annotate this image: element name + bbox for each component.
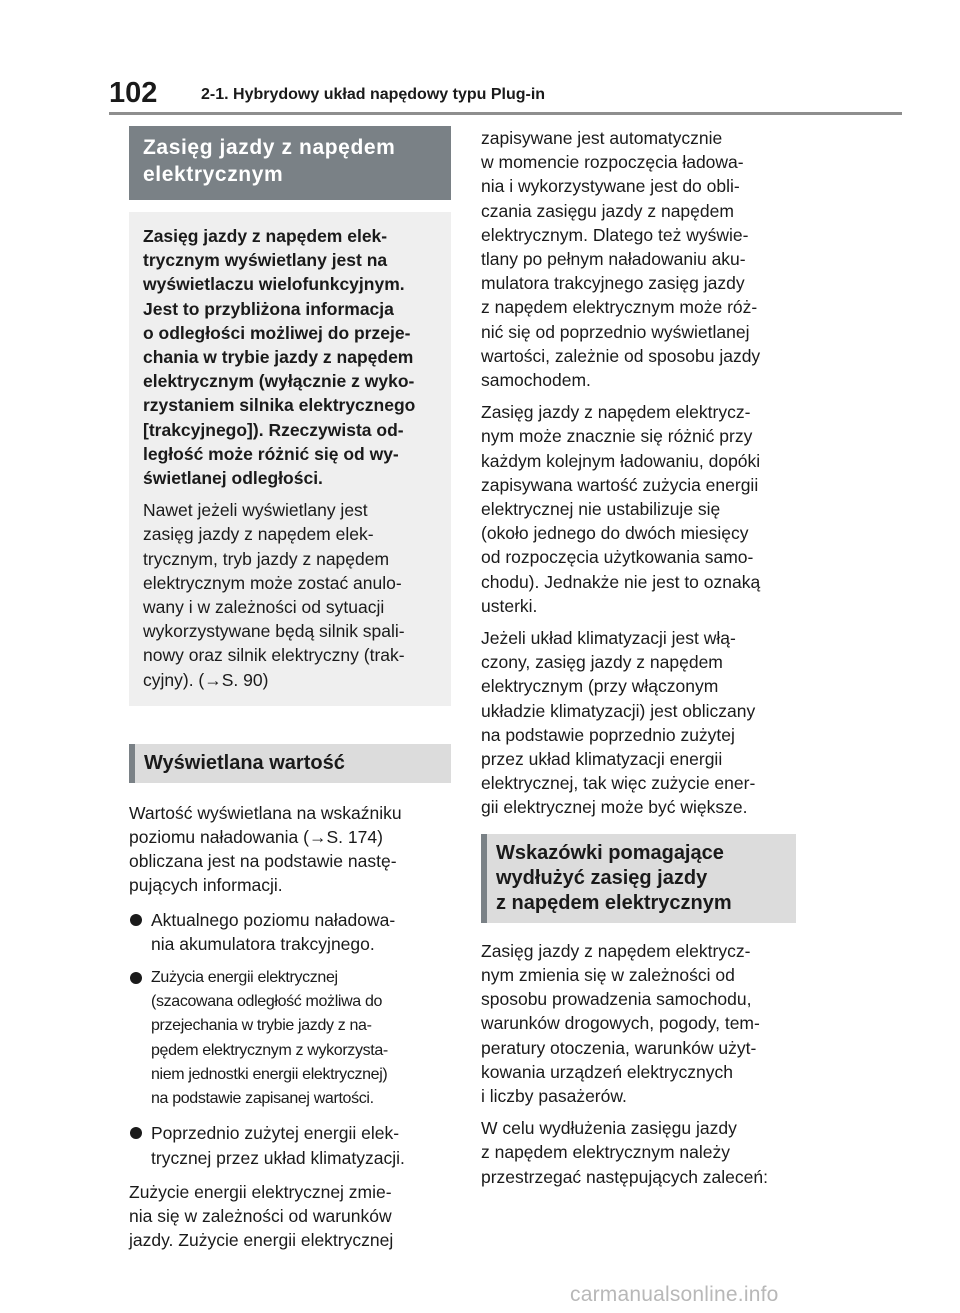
text-line: wykorzystywane będą silnik spali-	[143, 621, 405, 642]
text-line: chodu). Jednakże nie jest to oznaką	[481, 571, 761, 592]
text-line: elektrycznej nie ustabilizuje się	[481, 499, 721, 520]
text-line: mulatora trakcyjnego zasięg jazdy	[481, 273, 745, 294]
text-line: nym może znacznie się różnić przy	[481, 426, 753, 447]
text-line: zapisywana wartość zużycia energii	[481, 474, 759, 495]
text-line: Aktualnego poziomu naładowa-	[151, 909, 396, 930]
text-line: Nawet jeżeli wyświetlany jest	[143, 500, 368, 521]
text-line: nowy oraz silnik elektryczny (trak-	[143, 645, 405, 666]
text-line: o odległości możliwej do przeje-	[143, 322, 411, 343]
bullet-icon	[130, 972, 142, 984]
heading-line: Zasięg jazdy z napędem	[143, 136, 396, 159]
text-line: Zużycia energii elektrycznej	[151, 969, 338, 987]
text-line: cyjny). (→S. 90)	[143, 669, 269, 690]
text-line: Zasięg jazdy z napędem elek-	[143, 226, 388, 246]
text-line: nia akumulatora trakcyjnego.	[151, 933, 375, 954]
info-box	[129, 212, 451, 706]
bullet-icon	[130, 1127, 142, 1139]
text-line: peratury otoczenia, warunków użyt-	[481, 1037, 757, 1058]
heading-electric-range	[129, 126, 451, 200]
text-line: zasięg jazdy z napędem elek-	[143, 524, 374, 545]
text-line: elektrycznym. Dlatego też wyświe-	[481, 224, 749, 245]
text-line: trycznym wyświetlany jest na	[143, 250, 388, 271]
heading-line: z napędem elektrycznym	[496, 891, 732, 914]
text-line: przejechania w trybie jazdy z na-	[151, 1017, 372, 1035]
outro-paragraph	[129, 1180, 451, 1253]
text-line: świetlanej odległości.	[143, 468, 323, 489]
right-column	[481, 126, 803, 1197]
text-line: Poprzednio zużytej energii elek-	[151, 1123, 400, 1144]
paragraph-3	[481, 626, 803, 820]
left-column	[129, 126, 451, 1260]
page-number: 102	[109, 77, 158, 109]
text-line: tlany po pełnym naładowaniu aku-	[481, 249, 746, 270]
text-line: ległość może różnić się od wy-	[143, 443, 399, 464]
bullet-icon	[130, 914, 142, 926]
text-line: nym zmienia się w zależności od	[481, 964, 735, 985]
text-line: z napędem elektrycznym może róż-	[481, 297, 758, 318]
text-line: wyświetlaczu wielofunkcyjnym.	[143, 274, 405, 295]
text-line: trycznym, tryb jazdy z napędem	[143, 548, 390, 569]
header-rule	[109, 112, 902, 115]
heading-line: elektrycznym	[143, 163, 284, 186]
list-item	[129, 1121, 451, 1169]
text-line: układzie klimatyzacji) jest obliczany	[481, 700, 756, 721]
text-line: wany i w zależności od sytuacji	[143, 597, 385, 618]
list-item	[129, 908, 451, 956]
heading-line: wydłużyć zasięg jazdy	[496, 866, 708, 889]
text-line: warunków drogowych, pogody, tem-	[481, 1013, 760, 1034]
text-line: z napędem elektrycznym należy	[481, 1142, 730, 1163]
text-line: czania zasięgu jazdy z napędem	[481, 200, 734, 221]
text-line: elektrycznym (przy włączonym	[481, 676, 719, 697]
text-line: elektrycznym (wyłącznie z wyko-	[143, 371, 415, 392]
paragraph-1	[481, 126, 803, 392]
text-line: (około jednego do dwóch miesięcy	[481, 523, 749, 544]
intro-paragraph	[129, 801, 451, 898]
text-line: jazdy. Zużycie energii elektrycznej	[129, 1230, 394, 1251]
text-line: wartości, zależnie od sposobu jazdy	[481, 345, 761, 366]
text-line: i liczby pasażerów.	[481, 1085, 627, 1106]
text-line: czony, zasięg jazdy z napędem	[481, 652, 723, 673]
text-line: W celu wydłużenia zasięgu jazdy	[481, 1118, 737, 1139]
text-line: elektrycznym może zostać anulo-	[143, 572, 402, 593]
text-line: Jeżeli układ klimatyzacji jest włą-	[481, 628, 736, 649]
text-line: gii elektrycznej może być większe.	[481, 797, 748, 818]
text-line: każdym kolejnym ładowaniu, dopóki	[481, 450, 761, 471]
heading-range-tips	[481, 834, 796, 923]
text-line: pędem elektrycznym z wykorzysta-	[151, 1041, 388, 1059]
text-line: nia i wykorzystywane jest do obli-	[481, 176, 740, 197]
paragraph-2	[481, 400, 803, 618]
text-line: Wartość wyświetlana na wskaźniku	[129, 802, 402, 823]
text-line: poziomu naładowania (→S. 174)	[129, 827, 383, 848]
text-line: kowania urządzeń elektrycznych	[481, 1061, 733, 1082]
text-line: sposobu prowadzenia samochodu,	[481, 989, 752, 1010]
text-line: przestrzegać następujących zaleceń:	[481, 1166, 768, 1187]
info-box-text	[143, 498, 439, 692]
text-line: Zasięg jazdy z napędem elektrycz-	[481, 940, 751, 961]
text-line: rzystaniem silnika elektrycznego	[143, 395, 416, 416]
info-box-bold-text	[143, 224, 439, 490]
paragraph-4	[481, 939, 803, 1108]
text-line: na podstawie poprzednio zużytej	[481, 724, 735, 745]
watermark: carmanualsonline.info	[570, 1283, 779, 1306]
text-line: trycznej przez układ klimatyzacji.	[151, 1147, 405, 1168]
text-line: Zasięg jazdy z napędem elektrycz-	[481, 402, 751, 423]
text-line: usterki.	[481, 595, 538, 616]
text-line: elektrycznej, tak więc zużycie ener-	[481, 773, 756, 794]
text-line: niem jednostki energii elektrycznej)	[151, 1065, 388, 1083]
heading-line: Wskazówki pomagające	[496, 841, 724, 864]
text-line: [trakcyjnego]). Rzeczywista od-	[143, 419, 404, 440]
text-line: od rozpoczęcia użytkowania samo-	[481, 547, 754, 568]
section-title: 2-1. Hybrydowy układ napędowy typu Plug-in	[201, 86, 546, 103]
paragraph-5	[481, 1116, 803, 1189]
bullet-list	[129, 908, 451, 1170]
text-line: nia się w zależności od warunków	[129, 1205, 392, 1226]
text-line: Zużycie energii elektrycznej zmie-	[129, 1181, 392, 1202]
text-line: Jest to przybliżona informacja	[143, 298, 394, 319]
heading-displayed-value: Wyświetlana wartość	[129, 744, 451, 783]
list-item	[129, 966, 451, 1111]
text-line: przez układ klimatyzacji energii	[481, 749, 723, 770]
text-line: w momencie rozpoczęcia ładowa-	[481, 152, 744, 173]
text-line: zapisywane jest automatycznie	[481, 128, 723, 148]
text-line: na podstawie zapisanej wartości.	[151, 1090, 374, 1108]
text-line: obliczana jest na podstawie nastę-	[129, 851, 397, 872]
text-line: nić się od poprzednio wyświetlanej	[481, 321, 750, 342]
text-line: (szacowana odległość możliwa do	[151, 993, 383, 1011]
text-line: pujących informacji.	[129, 875, 283, 896]
text-line: samochodem.	[481, 370, 591, 391]
text-line: chania w trybie jazdy z napędem	[143, 347, 414, 368]
